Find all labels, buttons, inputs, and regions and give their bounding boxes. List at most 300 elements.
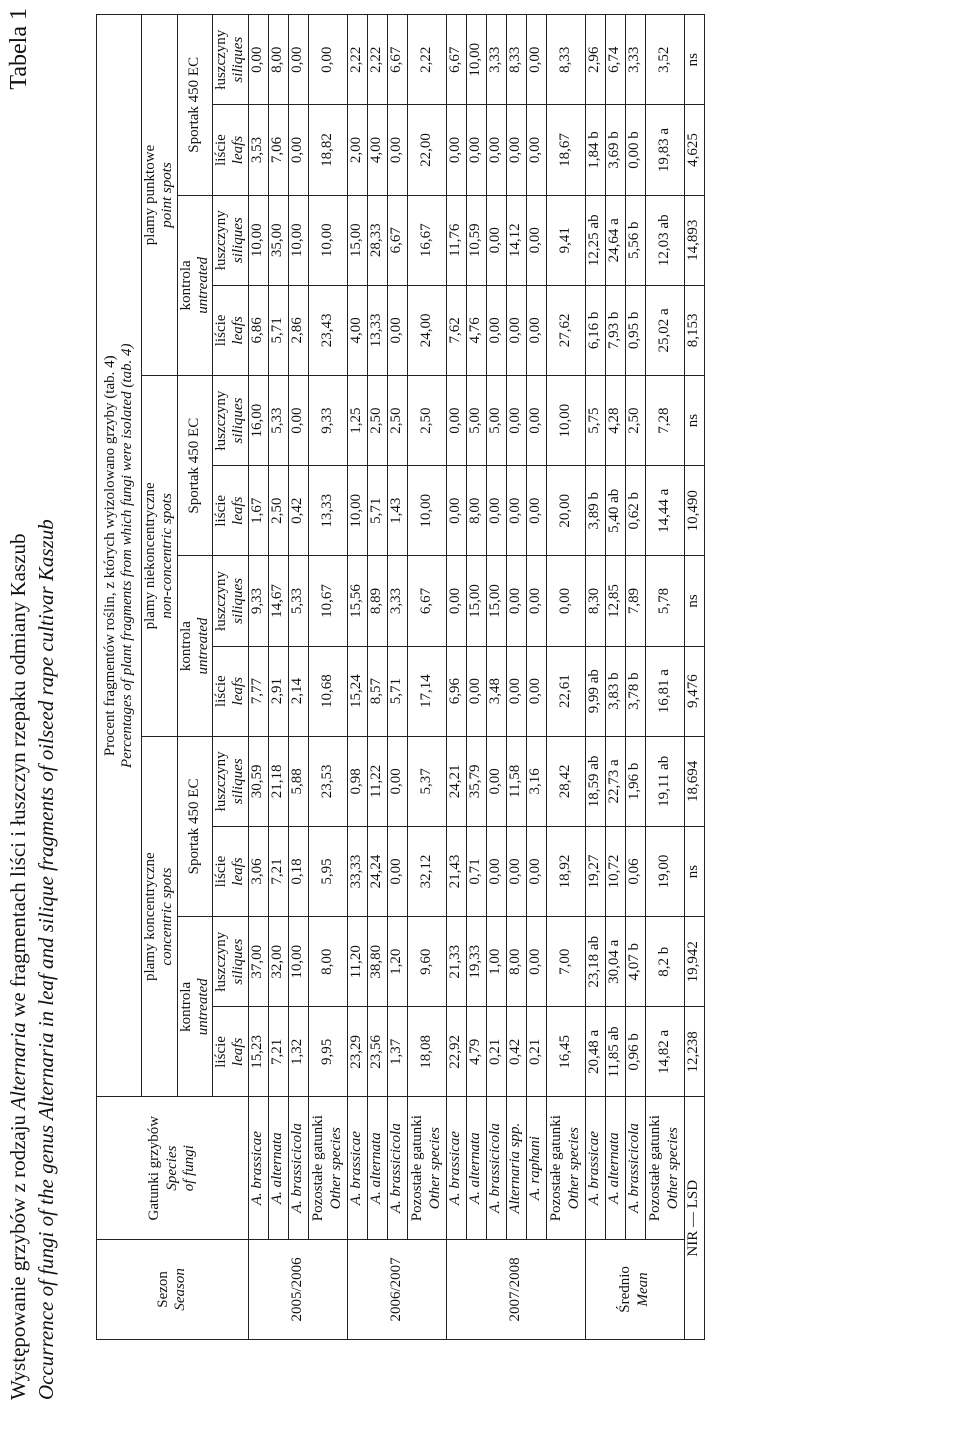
value-cell: 1,37 [387,1007,407,1097]
value-cell: 22,73 a [605,736,625,826]
species-cell [625,1097,645,1239]
value-cell: 0,00 [486,466,506,556]
treatment-label-en: untreated [194,978,211,1036]
value-cell: 3,33 [387,556,407,646]
season-label-pl: 2005/2006 [288,1257,305,1322]
spot-type-label-en: concentric spots [159,867,176,966]
spot-type-label-pl: plamy koncentryczne [142,852,158,981]
value-cell: 21,33 [446,917,466,1007]
value-cell: 6,67 [387,195,407,285]
value-cell: 9,41 [546,195,585,285]
value-cell: 0,62 b [625,466,645,556]
lsd-label: NIR — LSD [684,1097,704,1340]
treatment-label-pl: Sportak 450 EC [186,417,203,514]
lsd-value-cell: ns [684,826,704,916]
species-cell [347,1097,367,1239]
value-cell: 16,81 a [645,646,684,736]
value-cell: 2,50 [367,376,387,466]
title-polish-prefix: Występowanie grzybów z rodzaju [6,1109,30,1400]
value-cell: 3,48 [486,646,506,736]
spot-type-header [142,736,178,1097]
table-label: Tabela 1 [6,8,32,90]
value-cell: 21,43 [446,826,466,916]
value-cell: 6,96 [446,646,466,736]
value-cell: 8,00 [506,917,526,1007]
species-cell [268,1097,288,1239]
value-cell: 23,43 [308,285,347,375]
value-cell: 2,22 [407,15,446,105]
spot-type-header [142,15,178,376]
treatment-label-en: untreated [194,617,211,675]
species-header [97,1097,249,1239]
value-cell: 9,33 [248,556,268,646]
value-cell: 0,95 b [625,285,645,375]
value-cell: 24,64 a [605,195,625,285]
season-label-pl: 2007/2008 [506,1257,523,1322]
value-cell: 11,22 [367,736,387,826]
species-cell [486,1097,506,1239]
value-cell: 16,67 [407,195,446,285]
value-cell: 10,00 [248,195,268,285]
value-cell: 0,18 [288,826,308,916]
value-cell: 5,33 [268,376,288,466]
value-cell: 4,00 [367,105,387,195]
value-cell: 13,33 [367,285,387,375]
value-cell: 0,00 [486,736,506,826]
value-cell: 0,00 [486,285,506,375]
value-cell: 0,00 [466,105,486,195]
value-cell: 37,00 [248,917,268,1007]
value-cell: 2,86 [288,285,308,375]
lsd-value-cell: 8,153 [684,285,704,375]
plant-part-label-en: leafs [230,857,247,886]
value-cell: 6,74 [605,15,625,105]
value-cell: 22,00 [407,105,446,195]
value-cell: 0,00 [466,646,486,736]
value-cell: 3,53 [248,105,268,195]
percent-header-pl: Procent fragmentów roślin, z których wyizolowano grzyby (tab. 4) [101,355,118,757]
species-cell [308,1097,347,1239]
value-cell: 3,33 [625,15,645,105]
value-cell: 0,00 [506,466,526,556]
value-cell: 1,25 [347,376,367,466]
value-cell: 0,00 [526,826,546,916]
value-cell: 2,50 [268,466,288,556]
species-name: A. brassicae [447,1131,464,1206]
plant-part-label-pl: łuszczyny [213,931,229,992]
value-cell: 2,50 [387,376,407,466]
value-cell: 0,00 [526,105,546,195]
species-header-pl: Gatunki grzybów [146,1115,163,1221]
season-label-pl: Średnio [617,1266,634,1313]
value-cell: 0,00 [248,15,268,105]
value-cell: 19,33 [466,917,486,1007]
table-row [387,15,407,1340]
species-name: A. brassicicola [487,1123,504,1214]
table-row [347,15,367,1340]
treatment-label-pl: Sportak 450 EC [186,56,203,153]
lsd-value-cell: 14,893 [684,195,704,285]
lsd-value-cell: 10,490 [684,466,704,556]
title-polish-suffix: we fragmentach liści i łuszczyn rzepaku odmiany Kaszub [6,533,30,1023]
species-cell [248,1097,268,1239]
value-cell: 0,00 [526,195,546,285]
plant-part-label-pl: łuszczyny [213,29,229,90]
value-cell: 10,59 [466,195,486,285]
value-cell: 2,50 [625,376,645,466]
value-cell: 5,75 [585,376,605,466]
plant-part-label-pl: liście [213,675,229,707]
plant-part-label-en: leafs [230,1037,247,1067]
value-cell: 0,00 [288,105,308,195]
season-header-pl: Sezon [155,1271,171,1308]
species-name-en: Other species [565,1127,582,1210]
value-cell: 0,00 [288,15,308,105]
plant-part-header [213,376,249,466]
value-cell: 5,78 [645,556,684,646]
title-english: Occurrence of fungi of the genus Alternaria in leaf and silique fragments of oilseed rape cultivar Kaszub [34,519,58,1400]
value-cell: 7,89 [625,556,645,646]
table-row [486,15,506,1340]
value-cell: 0,00 [526,556,546,646]
value-cell: 4,00 [347,285,367,375]
value-cell: 5,00 [486,376,506,466]
percent-header [97,15,142,1098]
value-cell: 10,00 [347,466,367,556]
value-cell: 7,77 [248,646,268,736]
species-name: A. brassicicola [388,1123,405,1214]
value-cell: 0,00 [446,105,466,195]
value-cell: 0,00 [506,105,526,195]
value-cell: 2,22 [367,15,387,105]
value-cell: 12,03 ab [645,195,684,285]
value-cell: 25,02 a [645,285,684,375]
plant-part-label-pl: liście [213,134,229,166]
species-name: A. alternata [368,1132,385,1204]
plant-part-header [213,736,249,826]
value-cell: 9,95 [308,1007,347,1097]
value-cell: 1,96 b [625,736,645,826]
value-cell: 3,33 [486,15,506,105]
value-cell: 7,21 [268,826,288,916]
value-cell: 14,67 [268,556,288,646]
species-name-en: Other species [664,1127,681,1210]
table-row [526,15,546,1340]
value-cell: 0,00 [526,466,546,556]
plant-part-label-en: leafs [230,676,247,706]
species-name: A. brassicicola [289,1123,306,1214]
table-row [546,15,585,1340]
value-cell: 0,00 [526,376,546,466]
spot-type-label-en: non-concentric spots [159,493,176,619]
species-name: Pozostałe gatunki [647,1115,664,1222]
lsd-value-cell: 19,942 [684,917,704,1007]
value-cell: 0,42 [506,1007,526,1097]
value-cell: 5,71 [367,466,387,556]
plant-part-label-en: leafs [230,496,247,525]
value-cell: 7,00 [546,917,585,1007]
value-cell: 10,68 [308,646,347,736]
species-cell [288,1097,308,1239]
species-name: A. brassicae [249,1131,266,1206]
value-cell: 9,33 [308,376,347,466]
value-cell: 20,00 [546,466,585,556]
value-cell: 10,67 [308,556,347,646]
value-cell: 2,00 [347,105,367,195]
value-cell: 0,00 [446,376,466,466]
season-label-en: Mean [634,1272,651,1307]
value-cell: 5,40 ab [605,466,625,556]
lsd-value-cell: 12,238 [684,1007,704,1097]
table-row [288,15,308,1340]
value-cell: 23,18 ab [585,917,605,1007]
plant-part-label-pl: liście [213,855,229,888]
value-cell: 0,98 [347,736,367,826]
plant-part-label-en: siliques [230,397,247,444]
lsd-value-cell: ns [684,376,704,466]
plant-part-label-en: siliques [230,938,247,985]
value-cell: 10,00 [466,15,486,105]
value-cell: 0,00 [526,15,546,105]
value-cell: 0,06 [625,826,645,916]
treatment-label-en: untreated [194,256,211,314]
value-cell: 27,62 [546,285,585,375]
value-cell: 5,71 [268,285,288,375]
species-name: Alternaria spp. [507,1122,524,1214]
species-name-en: Other species [327,1127,344,1210]
plant-part-label-en: siliques [230,36,247,83]
value-cell: 14,44 a [645,466,684,556]
value-cell: 32,00 [268,917,288,1007]
season-cell [446,1239,585,1339]
value-cell: 15,00 [486,556,506,646]
table-row [645,15,684,1340]
lsd-row [684,15,704,1340]
value-cell: 4,76 [466,285,486,375]
species-name: A. brassicae [586,1131,603,1206]
value-cell: 9,60 [407,917,446,1007]
value-cell: 22,92 [446,1007,466,1097]
value-cell: 6,67 [387,15,407,105]
table-row [605,15,625,1340]
table-row [268,15,288,1340]
value-cell: 10,72 [605,826,625,916]
value-cell: 1,20 [387,917,407,1007]
lsd-value-cell: 18,694 [684,736,704,826]
value-cell: 13,33 [308,466,347,556]
value-cell: 14,82 a [645,1007,684,1097]
value-cell: 1,67 [248,466,268,556]
plant-part-header [213,15,249,105]
species-name-en: Other species [426,1127,443,1210]
value-cell: 0,00 [506,376,526,466]
species-cell [446,1097,466,1239]
value-cell: 4,28 [605,376,625,466]
value-cell: 15,23 [248,1007,268,1097]
value-cell: 22,61 [546,646,585,736]
spot-type-label-pl: plamy niekoncentryczne [142,482,158,630]
value-cell: 10,00 [288,195,308,285]
value-cell: 35,79 [466,736,486,826]
plant-part-label-pl: łuszczyny [213,210,229,271]
species-name: Pozostałe gatunki [310,1115,327,1222]
value-cell: 0,00 [387,105,407,195]
value-cell: 7,06 [268,105,288,195]
value-cell: 35,00 [268,195,288,285]
value-cell: 0,00 b [625,105,645,195]
species-cell [546,1097,585,1239]
table-row [585,15,605,1340]
species-cell [506,1097,526,1239]
value-cell: 7,62 [446,285,466,375]
species-name: A. brassicicola [626,1123,643,1214]
value-cell: 16,45 [546,1007,585,1097]
value-cell: 3,78 b [625,646,645,736]
spot-type-label-en: point spots [159,162,176,228]
value-cell: 5,88 [288,736,308,826]
value-cell: 3,89 b [585,466,605,556]
value-cell: 18,59 ab [585,736,605,826]
value-cell: 11,76 [446,195,466,285]
value-cell: 4,07 b [625,917,645,1007]
value-cell: 5,00 [466,376,486,466]
plant-part-label-en: leafs [230,135,247,165]
plant-part-header [213,1007,249,1097]
value-cell: 38,80 [367,917,387,1007]
table-row [248,15,268,1340]
value-cell: 0,00 [446,556,466,646]
value-cell: 0,00 [526,646,546,736]
plant-part-label-pl: łuszczyny [213,751,229,812]
season-header-en: Season [172,1268,189,1311]
value-cell: 0,96 b [625,1007,645,1097]
treatment-label-pl: kontrola [177,621,194,672]
value-cell: 23,29 [347,1007,367,1097]
title-polish-genus: Alternaria [6,1022,30,1110]
value-cell: 0,21 [526,1007,546,1097]
plant-part-header [213,466,249,556]
value-cell: 3,69 b [605,105,625,195]
species-cell [585,1097,605,1239]
species-header-en-2: of fungi [180,1145,197,1192]
treatment-header [177,736,213,916]
value-cell: 19,00 [645,826,684,916]
lsd-value-cell: ns [684,556,704,646]
value-cell: 0,00 [506,556,526,646]
value-cell: 11,85 ab [605,1007,625,1097]
value-cell: 6,67 [407,556,446,646]
treatment-header [177,195,213,375]
value-cell: 18,82 [308,105,347,195]
plant-part-header [213,195,249,285]
value-cell: 0,00 [546,556,585,646]
value-cell: 0,00 [387,285,407,375]
value-cell: 10,00 [288,917,308,1007]
value-cell: 2,14 [288,646,308,736]
value-cell: 33,33 [347,826,367,916]
value-cell: 0,00 [486,195,506,285]
value-cell: 21,18 [268,736,288,826]
treatment-header [177,376,213,556]
value-cell: 8,00 [268,15,288,105]
value-cell: 24,21 [446,736,466,826]
value-cell: 0,00 [506,285,526,375]
value-cell: 0,00 [526,285,546,375]
value-cell: 4,79 [466,1007,486,1097]
plant-part-label-en: leafs [230,316,247,345]
value-cell: 8,33 [506,15,526,105]
value-cell: 0,00 [387,736,407,826]
value-cell: 19,83 a [645,105,684,195]
species-cell [466,1097,486,1239]
value-cell: 12,85 [605,556,625,646]
species-name: A. brassicae [348,1131,365,1206]
plant-part-label-en: siliques [230,217,247,264]
table-row [367,15,387,1340]
value-cell: 0,00 [506,826,526,916]
species-cell [407,1097,446,1239]
value-cell: 0,00 [526,917,546,1007]
value-cell: 5,95 [308,826,347,916]
value-cell: 19,27 [585,826,605,916]
value-cell: 5,33 [288,556,308,646]
value-cell: 1,32 [288,1007,308,1097]
value-cell: 0,00 [486,826,506,916]
value-cell: 10,00 [308,195,347,285]
value-cell: 8,30 [585,556,605,646]
table-row [308,15,347,1340]
value-cell: 15,00 [347,195,367,285]
percent-header-en: Percentages of plant fragments from which fungi were isolated (tab. 4) [119,343,135,769]
plant-part-header [213,826,249,916]
value-cell: 2,22 [347,15,367,105]
value-cell: 7,28 [645,376,684,466]
value-cell: 17,14 [407,646,446,736]
value-cell: 6,86 [248,285,268,375]
value-cell: 5,37 [407,736,446,826]
plant-part-header [213,646,249,736]
title-polish [6,534,31,1400]
value-cell: 5,56 b [625,195,645,285]
value-cell: 23,56 [367,1007,387,1097]
value-cell: 14,12 [506,195,526,285]
table-body [248,15,704,1340]
value-cell: 16,00 [248,376,268,466]
plant-part-label-pl: łuszczyny [213,390,229,451]
species-cell [367,1097,387,1239]
treatment-label-pl: Sportak 450 EC [186,778,203,875]
table-row [625,15,645,1340]
lsd-value-cell: ns [684,15,704,105]
value-cell: 5,71 [387,646,407,736]
treatment-label-pl: kontrola [177,981,194,1032]
value-cell: 8,89 [367,556,387,646]
value-cell: 0,00 [288,376,308,466]
table-row [407,15,446,1340]
value-cell: 1,43 [387,466,407,556]
value-cell: 7,21 [268,1007,288,1097]
value-cell: 1,84 b [585,105,605,195]
value-cell: 0,00 [387,826,407,916]
species-cell [645,1097,684,1239]
value-cell: 3,06 [248,826,268,916]
value-cell: 8,57 [367,646,387,736]
value-cell: 28,33 [367,195,387,285]
species-name: Pozostałe gatunki [548,1115,565,1222]
value-cell: 11,20 [347,917,367,1007]
plant-part-label-pl: liście [213,494,229,527]
table-row [446,15,466,1340]
